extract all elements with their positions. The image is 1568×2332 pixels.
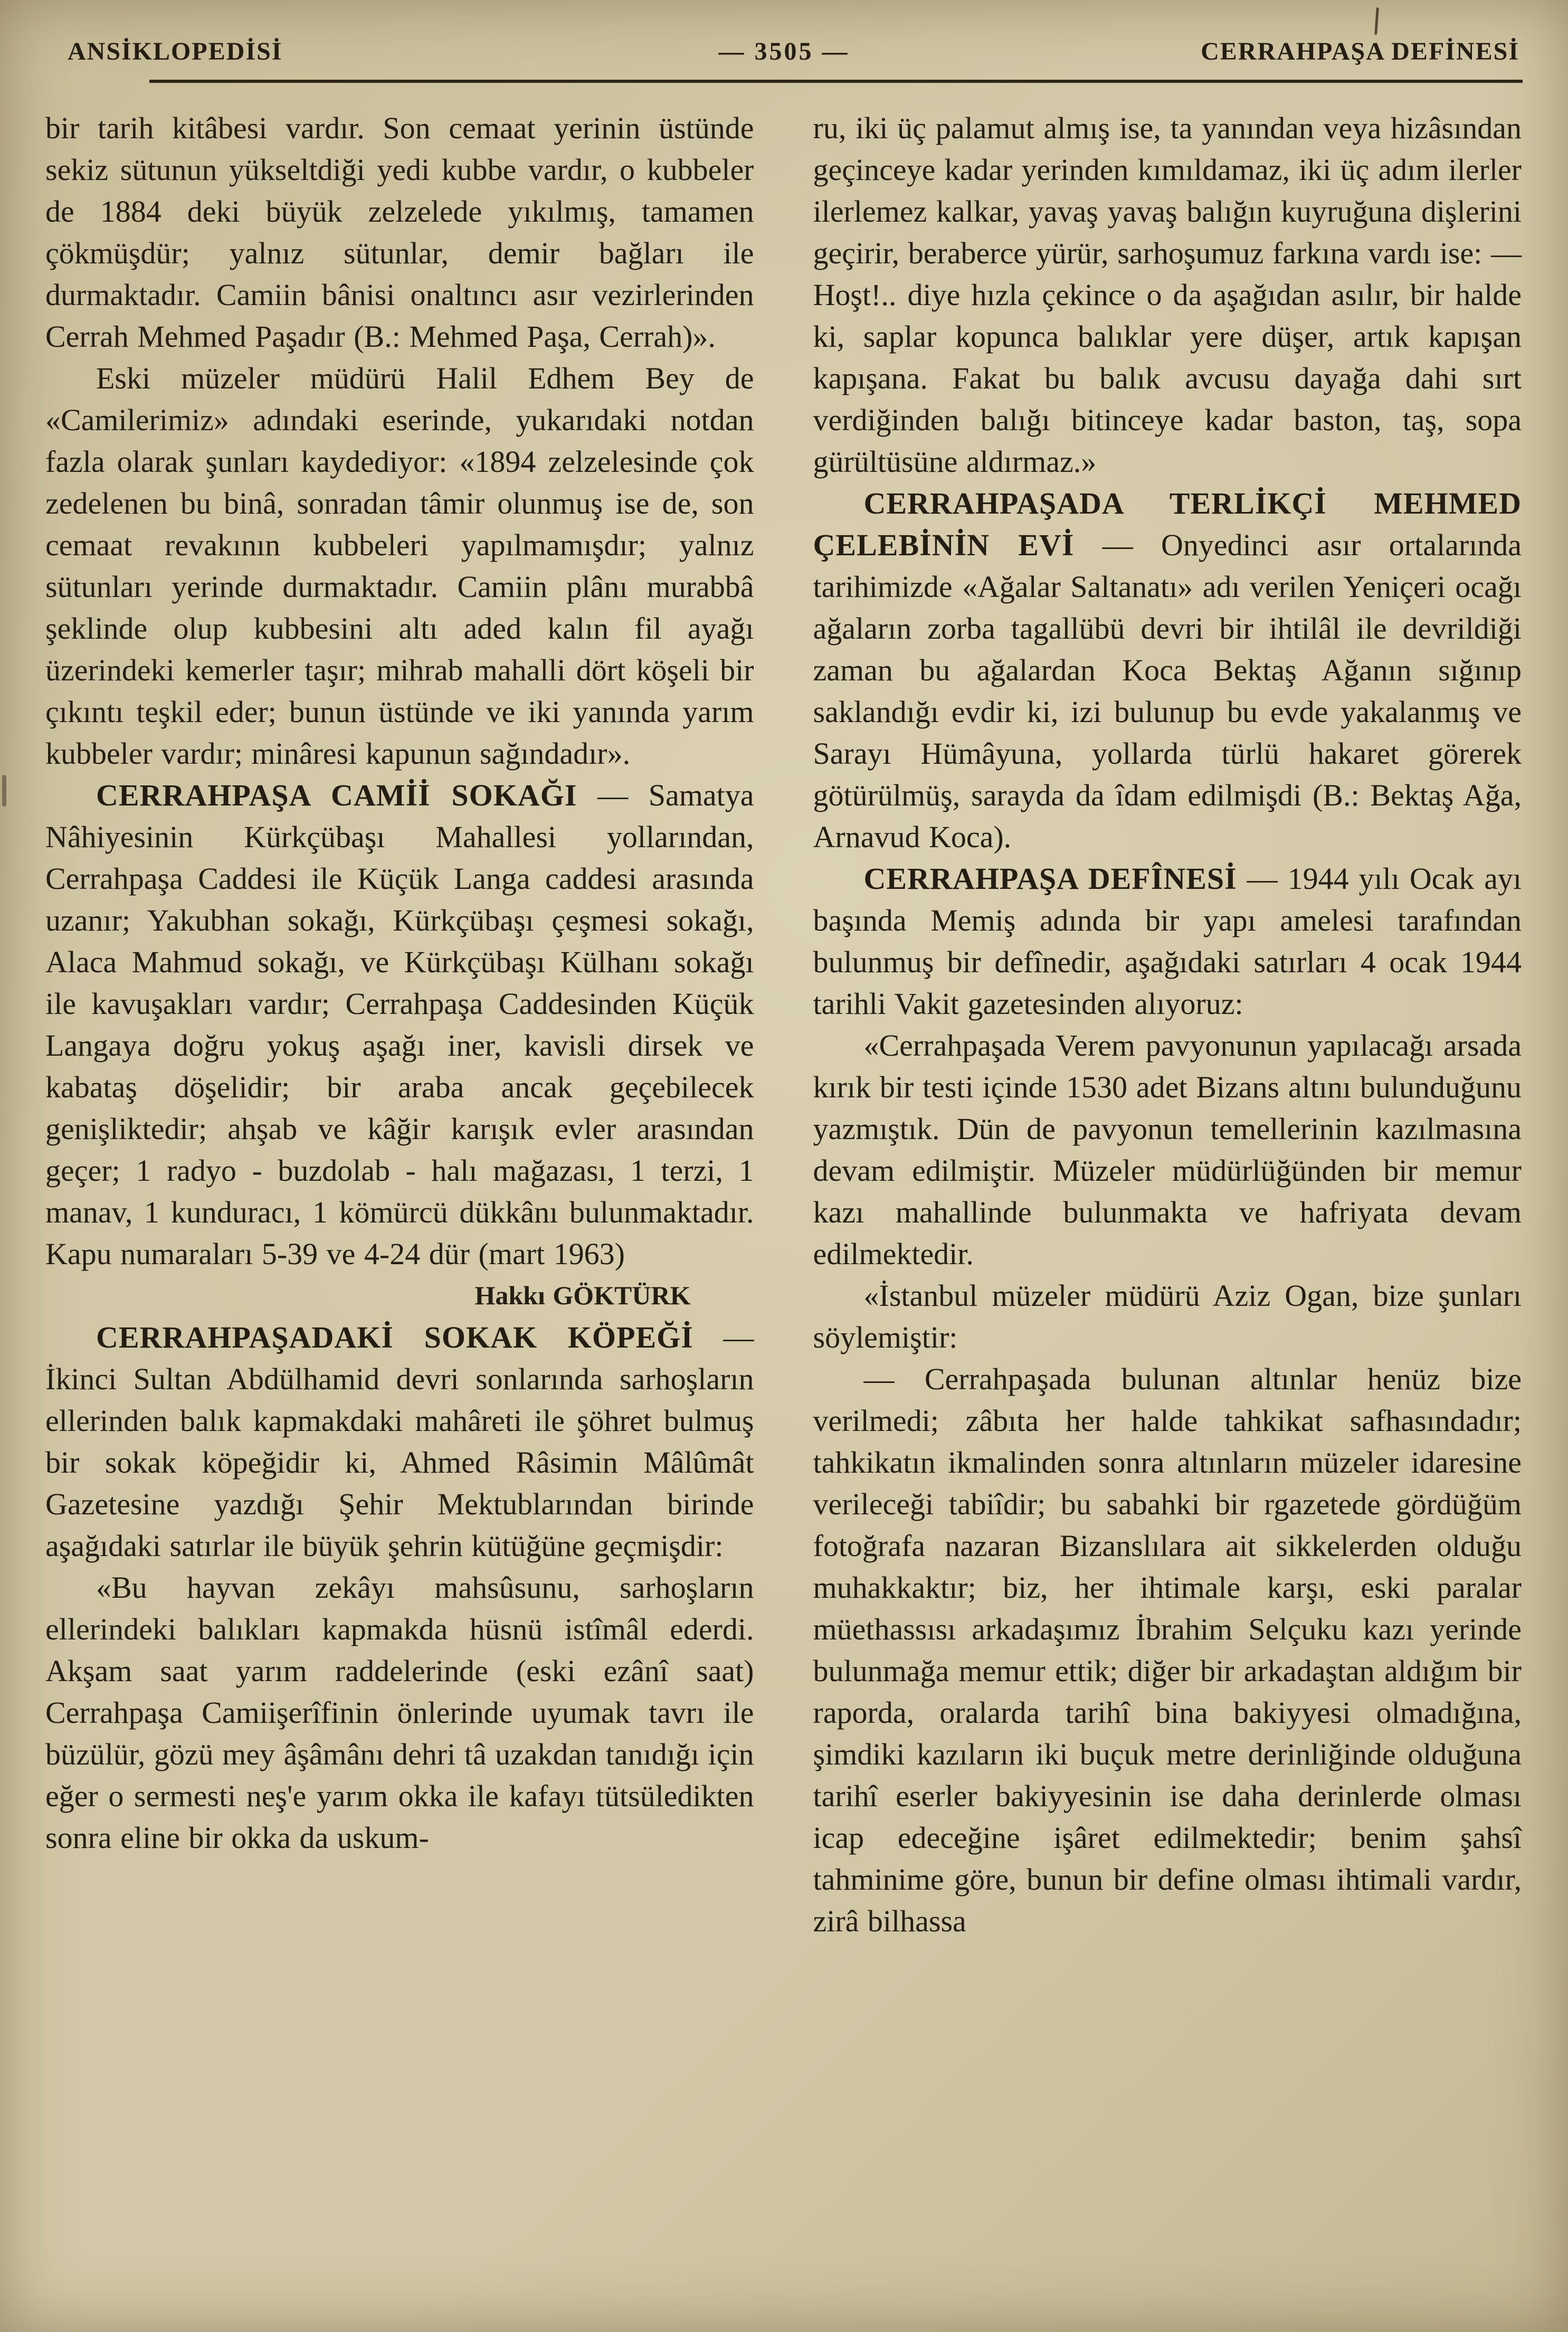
paragraph-text: «Bu hayvan zekâyı mahsûsunu, sarhoşların ellerindeki balıkları kapmakda hüsnü istîmâl ederdi. Akşam saat yarım raddelerinde (eski ezânî saat) Cerrahpaşa Camiişerîfinin önlerinde uyumak tavrı ile büzülür, gözü mey âşâmânı dehri tâ uzakdan tanıdığı için eğer o sermesti neş'e yarım okka ile kafayı tütsüledikten sonra eline bir okka da uskum- bbox=[45, 1570, 754, 1855]
entry-cerrahpasadaki-sokak-kopegi bbox=[45, 1316, 754, 1567]
entry-heading: CERRAHPAŞA CAMİİ SOKAĞI bbox=[96, 778, 577, 812]
entry-cerrahpasa-definesi bbox=[813, 858, 1522, 1025]
entry-heading: CERRAHPAŞADA TERLİKÇİ MEHMED ÇELEBİNİN EVİ bbox=[813, 486, 1522, 562]
paragraph-quote bbox=[813, 1358, 1522, 1942]
entry-cerrahpasa-camii-sokagi bbox=[45, 774, 754, 1275]
paragraph bbox=[45, 357, 754, 774]
paragraph-text: «Cerrahpaşada Verem pavyonunun yapılacağı arsada kırık bir testi içinde 1530 adet Bizans altını bulunduğunu yazmıştık. Dün de pavyonun temellerinin kazılmasına devam edilmiştir. Müzeler müdürlüğünden bir memur kazı mahallinde bulunmakta ve hafriyata devam edilmektedir. bbox=[813, 1028, 1522, 1271]
left-column bbox=[45, 107, 754, 1942]
page-number: — 3505 — bbox=[718, 37, 850, 65]
author-signature: Hakkı GÖKTÜRK bbox=[474, 1281, 691, 1310]
entry-terlikci-mehmed-celebinin-evi bbox=[813, 482, 1522, 858]
entry-heading: CERRAHPAŞA DEFÎNESİ bbox=[863, 861, 1237, 896]
header-title-right: CERRAHPAŞA DEFİNESİ bbox=[1201, 37, 1519, 65]
paragraph-quote bbox=[813, 1025, 1522, 1275]
paragraph-quote bbox=[45, 1567, 754, 1859]
paragraph-text: «İstanbul müzeler müdürü Aziz Ogan, bize şunları söylemiştir: bbox=[813, 1278, 1522, 1354]
paragraph-text: Eski müzeler müdürü Halil Edhem Bey de «Camilerimiz» adındaki eserinde, yukarıdaki notdan fazla olarak şunları kaydediyor: «1894 zelzelesinde çok zedelenen bu binâ, sonradan tâmir olunmuş ise de, son cemaat revakının kubbeleri yapılmamışdır; yalnız sütunları yerinde durmaktadır. Camiin plânı murabbâ şeklinde olup kubbesini altı aded kalın fil ayağı üzerindeki kemerler taşır; mihrab mahalli dört köşeli bir çıkıntı teşkil eder; bunun üstünde ve iki yanında yarım kubbeler vardır; minâresi kapunun sağındadır». bbox=[45, 361, 754, 771]
paragraph-text: — Cerrahpaşada bulunan altınlar henüz bize verilmedi; zâbıta her halde tahkikat safhasındadır; tahkikatın ikmalinden sonra altınların müzeler idaresine verileceği tabiîdir; bu sabahki bir rgazetede gördüğüm fotoğrafa nazaran Bizanslılara ait sikkelerden olduğu muhakkaktır; biz, her ihtimale karşı, eski paralar müethassısı arkadaşımız İbrahim Selçuku kazı yerinde bulunmağa memur ettik; diğer bir arkadaştan aldığım bir raporda, oralarda tarihî bina bakiyyesi olmadığına, şimdiki kazıların iki buçuk metre derinliğinde olduğuna tarihî eserler bakiyyesinin ise daha derinlerde olması icap edeceğine işâret edilmektedir; benim şahsî tahminime göre, bunun bir define olması ihtimali vardır, zirâ bilhassa bbox=[813, 1362, 1522, 1938]
paragraph-text: — Samatya Nâhiyesinin Kürkçübaşı Mahallesi yollarından, Cerrahpaşa Caddesi ile Küçük Langa caddesi arasında uzanır; Yakubhan sokağı, Kürkçübaşı çeşmesi sokağı, Alaca Mahmud sokağı, ve Kürkçübaşı Külhanı sokağı ile kavuşakları vardır; Cerrahpaşa Caddesinden Küçük Langaya doğru yokuş aşağı iner, kavisli dirsek ve kabataş döşelidir; bir araba ancak geçebilecek genişliktedir; ahşab ve kâğir karışık evler arasından geçer; 1 radyo - buzdolab - halı mağazası, 1 terzi, 1 manav, 1 kunduracı, 1 kömürcü dükkânı bulunmaktadır. Kapu numaraları 5-39 ve 4-24 dür (mart 1963) bbox=[45, 778, 754, 1271]
text-columns bbox=[0, 83, 1568, 1942]
paragraph-text: ru, iki üç palamut almış ise, ta yanından veya hizâsından geçinceye kadar yerinden kımıldamaz, iki üç adım ilerler ilerlemez kalkar, yavaş yavaş balığın kuyruğuna dişlerini geçirir, beraberce yürür, sarhoşumuz farkına vardı ise: — Hoşt!.. diye hızla çekince o da aşağıdan asılır, bir halde ki, saplar kopunca balıklar yere düşer, artık kapışan kapışana. Fakat bu balık avcusu dayağa dahi sırt verdiğinden balığı bitinceye kadar baston, taş, sopa gürültüsüne aldırmaz.» bbox=[813, 111, 1522, 479]
paragraph-continuation bbox=[813, 107, 1522, 482]
paragraph-text: bir tarih kitâbesi vardır. Son cemaat yerinin üstünde sekiz sütunun yükseltdiği yedi kubbe vardır, o kubbeler de 1884 deki büyük zelzelede yıkılmış, tamamen çökmüşdür; yalnız sütunlar, demir bağları ile durmaktadır. Camiin bânisi onaltıncı asır vezirlerinden Cerrah Mehmed Paşadır (B.: Mehmed Paşa, Cerrah)». bbox=[45, 111, 754, 354]
entry-heading: CERRAHPAŞADAKİ SOKAK KÖPEĞİ bbox=[96, 1320, 693, 1354]
paragraph-continuation bbox=[45, 107, 754, 357]
right-column bbox=[813, 107, 1522, 1942]
paragraph-text: — Onyedinci asır ortalarında tarihimizde «Ağalar Saltanatı» adı verilen Yeniçeri ocağı ağaların zorba tagallübü devri bir ihtilâl ile devrildiği zaman bu ağalardan Koca Bektaş Ağanın sığınıp saklandığı evdir ki, izi bulunup bu evde yakalanmış ve Sarayı Hümâyuna, yollarda türlü hakaret görerek götürülmüş, sarayda da îdam edilmişdi (B.: Bektaş Ağa, Arnavud Koca). bbox=[813, 528, 1522, 854]
page-header bbox=[0, 0, 1568, 80]
header-title-left: ANSİKLOPEDİSİ bbox=[68, 37, 283, 65]
paragraph-text: — İkinci Sultan Abdülhamid devri sonlarında sarhoşların ellerinden balık kapmakdaki mahâreti ile şöhret bulmuş bir sokak köpeğidir ki, Ahmed Râsimin Mâlûmât Gazetesine yazdığı Şehir Mektublarından birinde aşağıdaki satırlar ile büyük şehrin kütüğüne geçmişdir: bbox=[45, 1320, 754, 1563]
paragraph-text: — 1944 yılı Ocak ayı başında Memiş adında bir yapı amelesi tarafından bulunmuş bir defînedir, aşağıdaki satırları 4 ocak 1944 tarihli Vakit gazetesinden alıyoruz: bbox=[813, 861, 1522, 1021]
paragraph-quote bbox=[813, 1275, 1522, 1358]
scan-edge-artifact bbox=[2, 775, 6, 807]
